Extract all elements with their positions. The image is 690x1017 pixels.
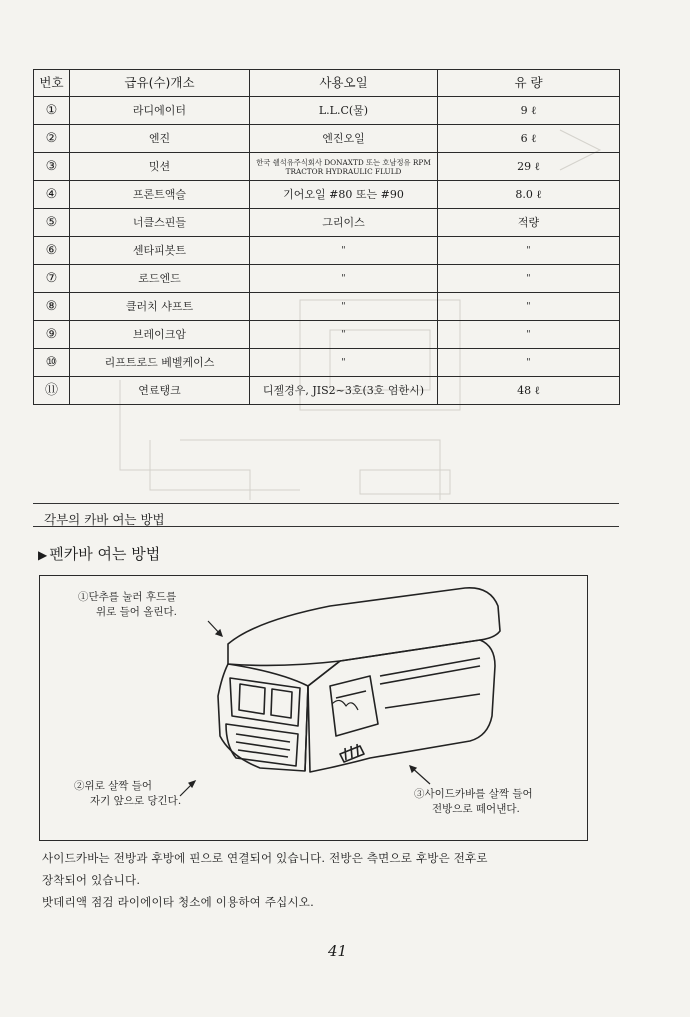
row-oil: " — [250, 321, 438, 349]
row-part: 클러치 샤프트 — [70, 293, 250, 321]
callout-2-line-1: ②위로 살짝 들어 — [74, 780, 153, 792]
table-row — [34, 237, 620, 265]
row-amount: " — [438, 293, 620, 321]
table-row — [34, 97, 620, 125]
hood-top — [228, 588, 500, 666]
lubrication-table — [33, 69, 620, 405]
table-row — [34, 293, 620, 321]
row-part: 브레이크암 — [70, 321, 250, 349]
row-oil: 기어오일 #80 또는 #90 — [250, 181, 438, 209]
row-oil: 한국 쉘석유주식회사 DONAXTD 또는 호남정유 RPM TRACTOR HYDRAULIC FLULD — [250, 153, 438, 181]
row-part: 엔진 — [70, 125, 250, 153]
callout-2 — [74, 779, 181, 809]
callout-1 — [78, 590, 177, 620]
body-line-1: 사이드카바는 전방과 후방에 핀으로 연결되어 있습니다. 전방은 측면으로 후방은 전후로 — [42, 851, 488, 865]
row-no: ⑥ — [34, 237, 70, 265]
row-oil: " — [250, 349, 438, 377]
row-part: 너클스핀들 — [70, 209, 250, 237]
row-part: 연료탱크 — [70, 377, 250, 405]
table-row — [34, 265, 620, 293]
header-part: 급유(수)개소 — [70, 70, 250, 97]
table-row — [34, 349, 620, 377]
row-amount: 29 ℓ — [438, 153, 620, 181]
row-amount: 9 ℓ — [438, 97, 620, 125]
row-oil: " — [250, 293, 438, 321]
table-row — [34, 209, 620, 237]
table-header-row — [34, 70, 620, 97]
row-part: 로드엔드 — [70, 265, 250, 293]
table-row — [34, 181, 620, 209]
row-part: 프론트액슬 — [70, 181, 250, 209]
grille-face — [218, 664, 308, 771]
section-rule-bottom — [33, 526, 619, 527]
row-amount: 48 ℓ — [438, 377, 620, 405]
row-no: ④ — [34, 181, 70, 209]
callout-1-line-1: ①단추를 눌러 후드를 — [78, 591, 177, 603]
row-no: ⑩ — [34, 349, 70, 377]
callout-3-line-2: 전방으로 떼어낸다. — [432, 803, 520, 815]
table-row — [34, 153, 620, 181]
callout-3-line-1: ③사이드카바를 살짝 들어 — [414, 788, 533, 800]
row-no: ① — [34, 97, 70, 125]
body-line-2: 장착되어 있습니다. — [42, 873, 141, 887]
row-no: ③ — [34, 153, 70, 181]
row-amount: " — [438, 237, 620, 265]
table-row — [34, 125, 620, 153]
table-row — [34, 321, 620, 349]
row-amount: " — [438, 349, 620, 377]
triangle-marker-icon: ▶ — [38, 548, 48, 562]
row-oil: 엔진오일 — [250, 125, 438, 153]
callout-1-line-2: 위로 들어 올린다. — [96, 606, 178, 618]
row-no: ⑤ — [34, 209, 70, 237]
callout-2-line-2: 자기 앞으로 당긴다. — [90, 795, 182, 807]
section-rule-top — [33, 503, 619, 504]
row-no: ⑦ — [34, 265, 70, 293]
subheading-text: 펜카바 여는 방법 — [49, 545, 161, 563]
body-line-3: 밧데리액 점검 라이에이타 청소에 이용하여 주십시오. — [42, 895, 314, 909]
header-oil: 사용오일 — [250, 70, 438, 97]
row-part: 밋션 — [70, 153, 250, 181]
page-number: 41 — [328, 942, 348, 960]
row-part: 리프트로드 베벨케이스 — [70, 349, 250, 377]
row-oil: " — [250, 265, 438, 293]
subheading — [38, 543, 160, 564]
row-oil: " — [250, 237, 438, 265]
row-oil: L.L.C(물) — [250, 97, 438, 125]
row-oil: 디젤경우, JIS2~3호(3호 엄한시) — [250, 377, 438, 405]
row-amount: 적량 — [438, 209, 620, 237]
row-oil: 그리이스 — [250, 209, 438, 237]
row-amount: " — [438, 321, 620, 349]
callout-3 — [414, 787, 533, 817]
row-amount: 6 ℓ — [438, 125, 620, 153]
hood-illustration-box — [39, 575, 588, 841]
row-no: ⑪ — [34, 377, 70, 405]
row-part: 센타피봇트 — [70, 237, 250, 265]
header-amount: 유 량 — [438, 70, 620, 97]
row-amount: " — [438, 265, 620, 293]
row-no: ⑧ — [34, 293, 70, 321]
row-no: ② — [34, 125, 70, 153]
row-amount: 8.0 ℓ — [438, 181, 620, 209]
body-paragraph — [42, 847, 602, 913]
row-part: 라디에이터 — [70, 97, 250, 125]
table-row — [34, 377, 620, 405]
row-no: ⑨ — [34, 321, 70, 349]
section-title: 각부의 카바 여는 방법 — [44, 512, 165, 527]
header-no: 번호 — [34, 70, 70, 97]
